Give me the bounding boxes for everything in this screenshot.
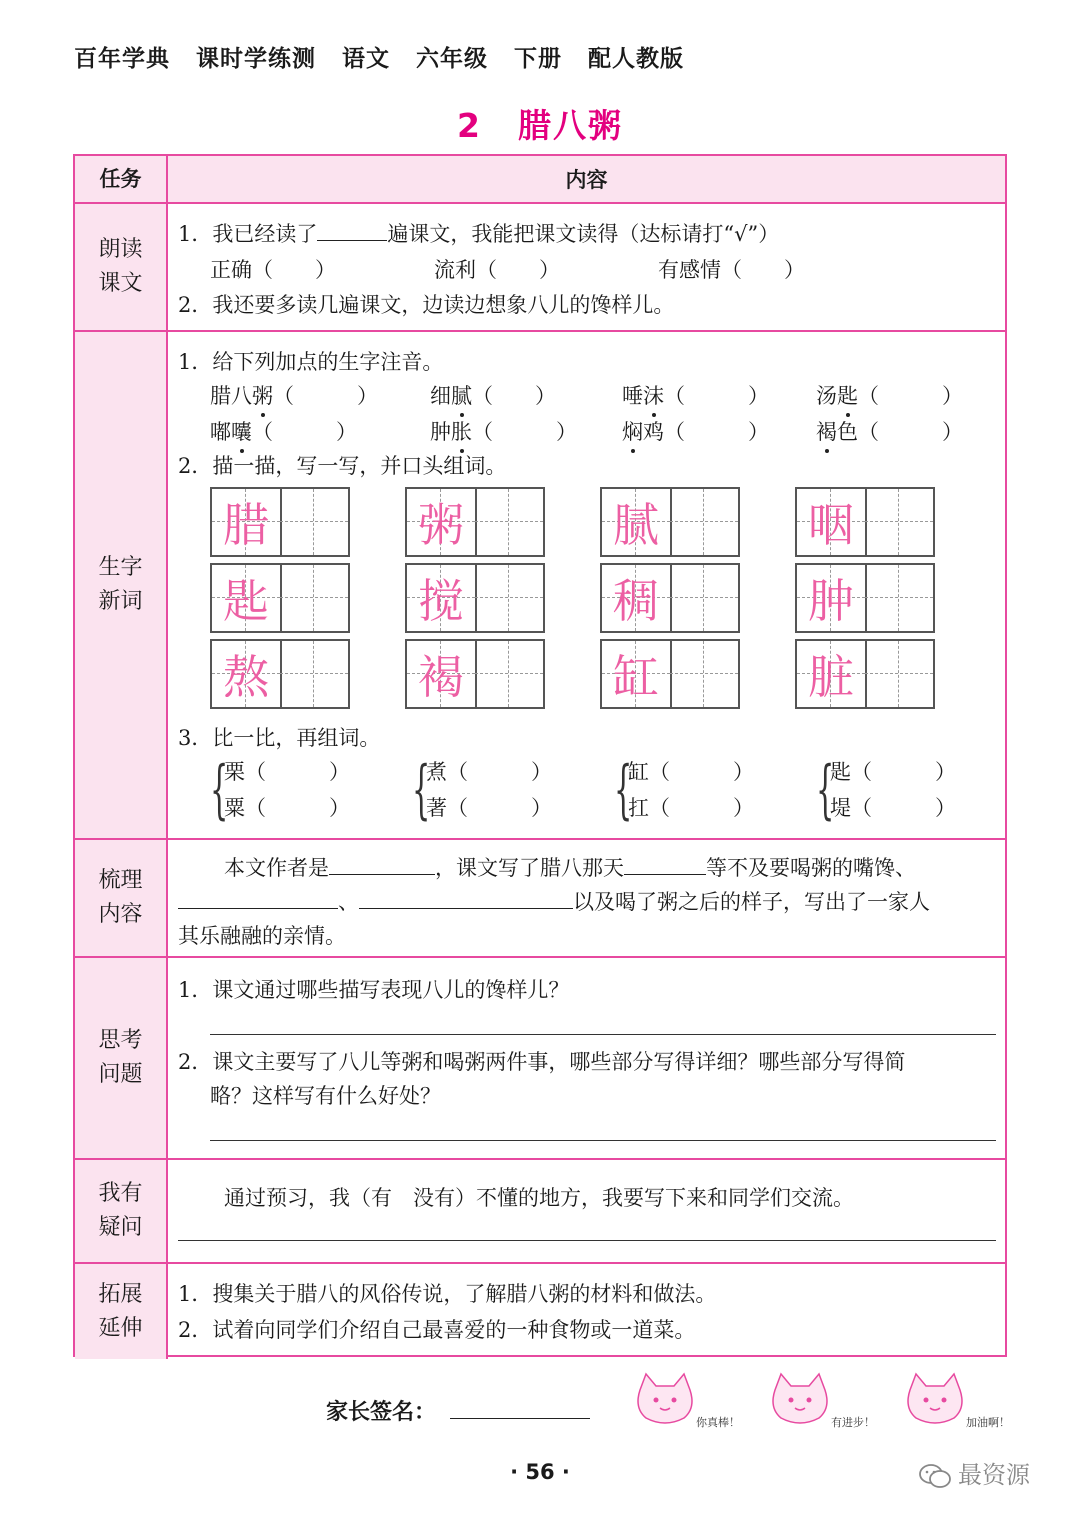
label-doubt: 我有疑问	[75, 1160, 168, 1262]
think-q2a: 2．课文主要写了八儿等粥和喝粥两件事，哪些部分写得详细？哪些部分写得简	[178, 1050, 906, 1074]
study-table	[73, 154, 1007, 1357]
extend-content	[168, 1264, 1005, 1359]
header-volume: 下册	[514, 46, 562, 72]
sticker-progress: 有进步！	[765, 1368, 875, 1430]
sticker-great: 你真棒！	[630, 1368, 740, 1430]
pinyin-item[interactable]: 褐色（ ）	[816, 416, 963, 446]
doubt-content	[168, 1160, 1005, 1262]
label-vocab: 生字新词	[75, 332, 168, 838]
book-header	[74, 40, 710, 73]
option-correct[interactable]: 正确（ ）	[210, 258, 336, 282]
think-content	[168, 958, 1005, 1158]
header-task: 任务	[75, 156, 168, 202]
option-fluent[interactable]: 流利（ ）	[434, 258, 560, 282]
row-reading	[75, 204, 1005, 332]
header-series: 百年学典	[74, 46, 170, 72]
brace-icon: {	[210, 753, 229, 827]
label-extend: 拓展延伸	[75, 1264, 168, 1359]
pinyin-item[interactable]: 腊八粥（ ）	[210, 380, 378, 410]
writing-grid[interactable]: 缸	[600, 639, 740, 709]
cat-icon	[900, 1368, 970, 1430]
compare-pair[interactable]: { 匙（ ） 堤（ ）	[816, 753, 956, 827]
page-number: · 56 ·	[510, 1460, 570, 1484]
writing-grid[interactable]: 肿	[795, 563, 935, 633]
blank-2[interactable]	[178, 886, 338, 909]
sort-content	[168, 840, 1005, 956]
brace-icon: {	[816, 753, 835, 827]
header-edition: 配人教版	[588, 46, 684, 72]
think-q2b: 略？这样写有什么好处？	[210, 1084, 441, 1108]
header-content: 内容	[565, 168, 608, 192]
lesson-title	[0, 100, 1080, 147]
vocab-content	[168, 332, 1005, 838]
writing-grid[interactable]: 粥	[405, 487, 545, 557]
row-sort	[75, 840, 1005, 958]
writing-grid[interactable]: 腊	[210, 487, 350, 557]
row-vocab	[75, 332, 1005, 840]
answer-line-2[interactable]	[210, 1140, 996, 1141]
answer-line-1[interactable]	[210, 1034, 996, 1035]
answer-line-3[interactable]	[178, 1240, 996, 1241]
reading-line-1: 1．我已经读了 遍课文，我能把课文读得（达标请打“√”）	[178, 218, 779, 248]
blank-1[interactable]	[624, 852, 706, 875]
row-extend	[75, 1264, 1005, 1359]
cat-icon	[765, 1368, 835, 1430]
writing-grid[interactable]: 腻	[600, 487, 740, 557]
pinyin-item[interactable]: 细腻（ ）	[430, 380, 556, 410]
pinyin-item[interactable]: 嘟囔（ ）	[210, 416, 357, 446]
sort-line-3: 其乐融融的亲情。	[178, 924, 346, 948]
watermark: 最资源	[918, 1455, 1030, 1490]
doubt-text: 通过预习，我（有 没有）不懂的地方，我要写下来和同学们交流。	[224, 1186, 854, 1210]
header-book: 课时学练测	[196, 46, 316, 72]
row-think	[75, 958, 1005, 1160]
table-header-row	[75, 156, 1005, 204]
parent-signature: 家长签名：	[326, 1395, 590, 1426]
writing-grid[interactable]: 熬	[210, 639, 350, 709]
compare-pair[interactable]: { 煮（ ） 著（ ）	[412, 753, 552, 827]
writing-grid[interactable]: 搅	[405, 563, 545, 633]
writing-grid[interactable]: 匙	[210, 563, 350, 633]
writing-grid[interactable]: 稠	[600, 563, 740, 633]
sort-line-1: 本文作者是 ，课文写了腊八那天 等不及要喝粥的嘴馋、	[224, 852, 916, 882]
header-subject: 语文	[342, 46, 390, 72]
vocab-q2: 2．描一描，写一写，并口头组词。	[178, 454, 507, 478]
writing-grid[interactable]: 褐	[405, 639, 545, 709]
label-reading: 朗读课文	[75, 204, 168, 330]
row-doubt	[75, 1160, 1005, 1264]
blank-3[interactable]	[359, 886, 573, 909]
writing-grid[interactable]: 咽	[795, 487, 935, 557]
lesson-name: 腊八粥	[517, 106, 623, 145]
extend-line-1: 1．搜集关于腊八的风俗传说，了解腊八粥的材料和做法。	[178, 1282, 717, 1306]
pinyin-item[interactable]: 汤匙（ ）	[816, 380, 963, 410]
cat-icon	[630, 1368, 700, 1430]
brace-icon: {	[614, 753, 633, 827]
vocab-q1: 1．给下列加点的生字注音。	[178, 350, 444, 374]
lesson-number: 2	[457, 106, 482, 145]
option-emotion[interactable]: 有感情（ ）	[658, 258, 805, 282]
sticker-cheer: 加油啊！	[900, 1368, 1010, 1430]
pinyin-item[interactable]: 唾沫（ ）	[622, 380, 769, 410]
sort-line-2: 、 以及喝了粥之后的样子，写出了一家人	[178, 886, 930, 916]
pinyin-item[interactable]: 肿胀（ ）	[430, 416, 577, 446]
reading-line-2: 2．我还要多读几遍课文，边读边想象八儿的馋样儿。	[178, 293, 675, 317]
vocab-q3: 3．比一比，再组词。	[178, 726, 381, 750]
compare-pair[interactable]: { 缸（ ） 扛（ ）	[614, 753, 754, 827]
writing-grid[interactable]: 脏	[795, 639, 935, 709]
author-blank[interactable]	[329, 852, 435, 875]
compare-pair[interactable]: { 栗（ ） 粟（ ）	[210, 753, 350, 827]
label-sort: 梳理内容	[75, 840, 168, 956]
header-grade: 六年级	[416, 46, 488, 72]
extend-line-2: 2．试着向同学们介绍自己最喜爱的一种食物或一道菜。	[178, 1318, 696, 1342]
wechat-icon	[918, 1462, 952, 1490]
times-read-blank[interactable]	[317, 218, 387, 241]
pinyin-item[interactable]: 焖鸡（ ）	[622, 416, 769, 446]
brace-icon: {	[412, 753, 431, 827]
label-think: 思考问题	[75, 958, 168, 1158]
think-q1: 1．课文通过哪些描写表现八儿的馋样儿？	[178, 978, 570, 1002]
signature-blank[interactable]	[450, 1396, 590, 1419]
reading-content	[168, 204, 1005, 330]
